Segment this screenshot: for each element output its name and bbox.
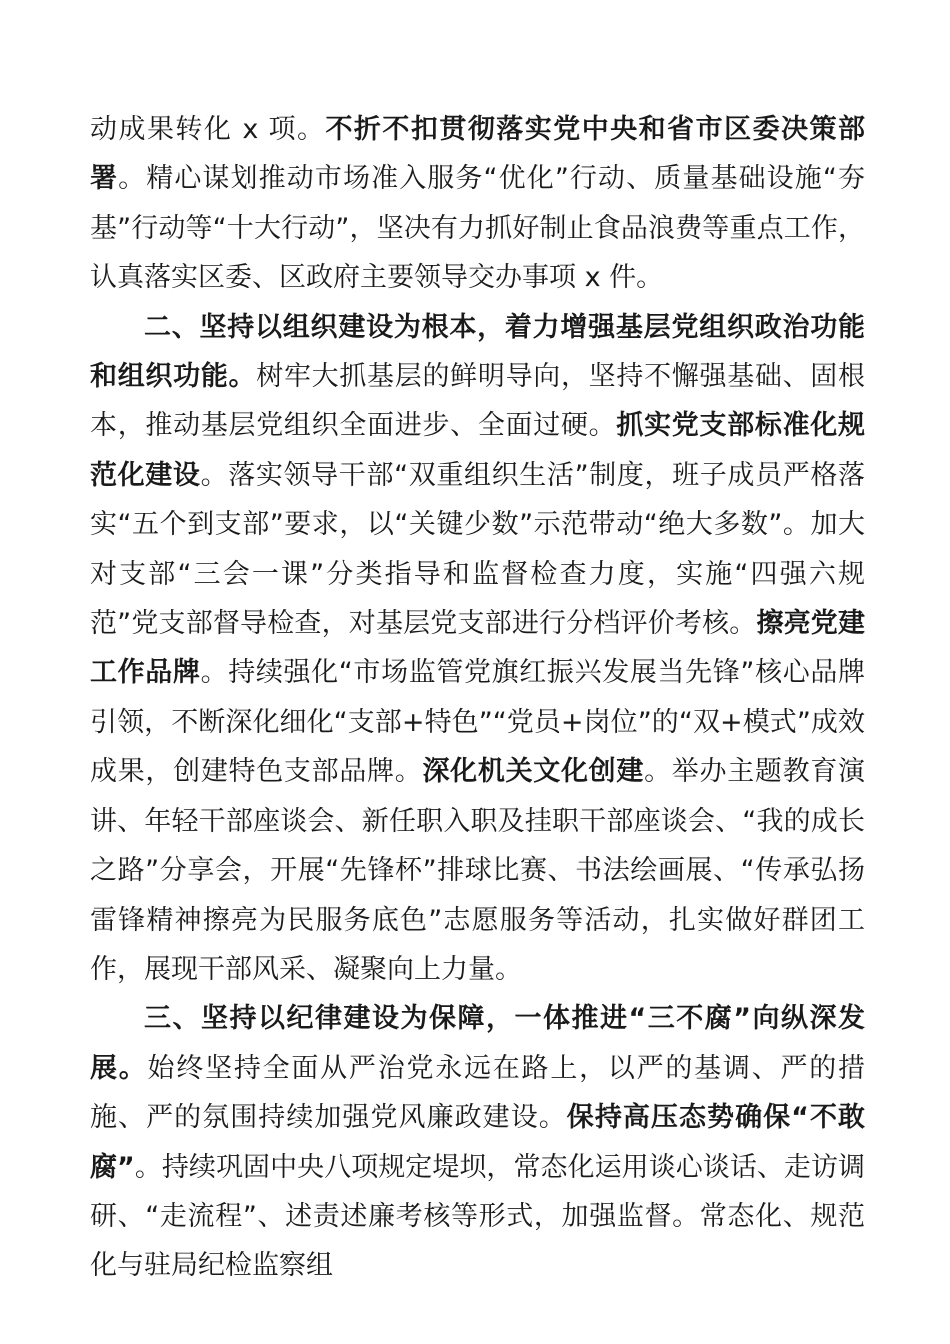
bold-heading-run: 擦亮党建工作品牌 [90,608,865,689]
paragraph-3 [90,994,865,1290]
text-run: 。精心谋划推动市场准入服务“优化”行动、质量基础设施“夯基”行动等“十大行动”，坚决有力抓好制止食品浪费等重点工作，认真落实区委、区政府主要领导交办事项 x 件。 [90,163,865,294]
text-run: 。持续巩固中央八项规定堤坝，常态化运用谈心谈话、走访调研、“走流程”、述责述廉考核等形式，加强监督。常态化、规范化与驻局纪检监察组 [90,1151,866,1282]
document-body [90,105,865,1291]
text-run: 。举办主题教育演讲、年轻干部座谈会、新任职入职及挂职干部座谈会、“我的成长之路”分享会，开展“先锋杯”排球比赛、书法绘画展、“传承弘扬雷锋精神擦亮为民服务底色”志愿服务等活动，扎实做好群团工作，展现干部风采、凝聚向上力量。 [90,756,866,985]
text-run: 动成果转化 x 项。 [90,114,326,145]
section-heading: 三、坚持以纪律建设为保障，一体推进“三不腐”向纵深发展。 [90,1003,865,1084]
text-run: 。持续强化“市场监管党旗红振兴发展当先锋”核心品牌引领，不断深化细化“支部+特色”“党员+岗位”的“双+模式”成效成果，创建特色支部品牌。 [90,657,865,788]
text-run: 始终坚持全面从严治党永远在路上，以严的基调、严的措施、严的氛围持续加强党风廉政建设。 [90,1052,866,1134]
paragraph-2 [90,303,865,995]
bold-heading-run: 抓实党支部标准化规范化建设 [90,410,866,491]
section-heading: 二、坚持以组织建设为根本，着力增强基层党组织政治功能和组织功能。 [90,311,865,393]
bold-heading-run: 不折不扣贯彻落实党中央和省市区委决策部署 [90,114,865,195]
text-run: 。落实领导干部“双重组织生活”制度，班子成员严格落实“五个到支部”要求，以“关键少数”示范带动“绝大多数”。加大对支部“三会一课”分类指导和监督检查力度，实施“四强六规范”党支部督导检查，对基层党支部进行分档评价考核。 [90,459,865,640]
paragraph-1 [90,105,865,303]
bold-heading-run: 保持高压态势确保“不敢腐” [90,1102,866,1183]
bold-heading-run: 深化机关文化创建 [422,756,645,788]
text-run: 树牢大抓基层的鲜明导向，坚持不懈强基础、固根本，推动基层党组织全面进步、全面过硬。 [90,361,866,442]
